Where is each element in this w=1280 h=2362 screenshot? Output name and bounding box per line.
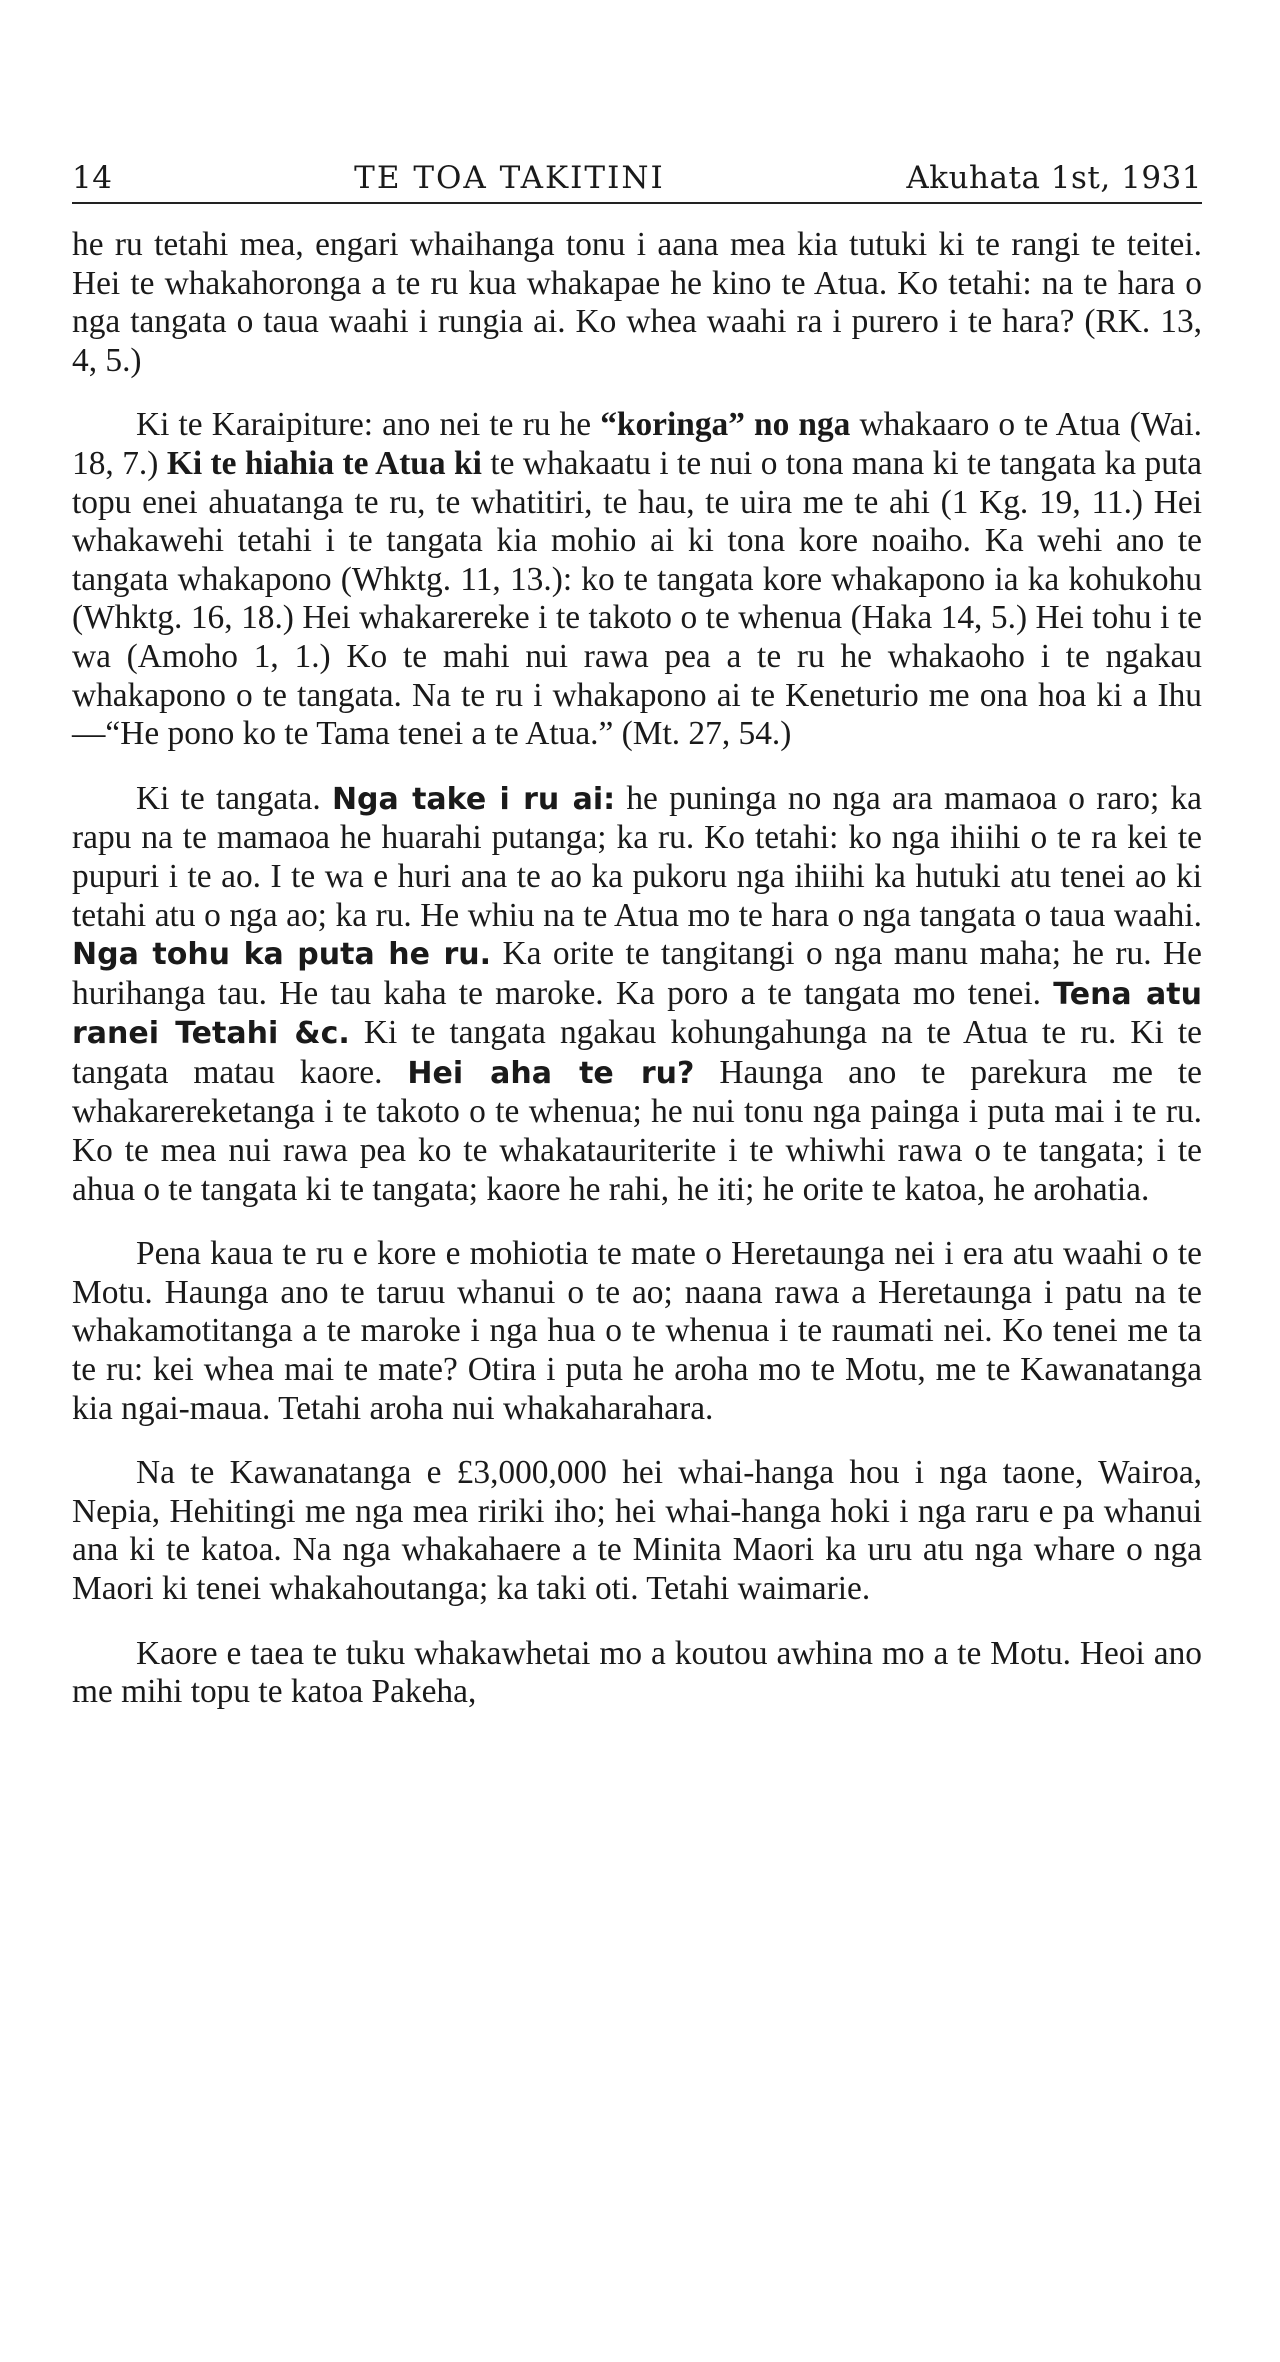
paragraph-1	[72, 226, 1202, 380]
paragraph-3	[72, 780, 1202, 1210]
paragraph-5-text: Na te Kawanatanga e £3,000,000 hei whai-hanga hou i nga taone, Wairoa, Nepia, Hehitingi me nga mea ririki iho; hei whai-hanga hoki i nga raru e pa whanui ana ki te katoa. Na nga whakahaere a te Minita Maori ka uru atu nga whare o nga Maori ki tenei whakahoutanga; ka taki oti. Tetahi waimarie.	[72, 1454, 1202, 1607]
paragraph-4-text: Pena kaua te ru e kore e mohiotia te mate o Heretaunga nei i era atu waahi o te Motu. Haunga ano te taruu whanui o te ao; naana rawa a Heretaunga i patu na te whakamotitanga a te maroke i nga hua o te whenua i te raumati nei. Ko tenei me ta te ru: kei whea mai te mate? Otira i puta he aroha mo te Motu, me te Kawanatanga kia ngai-maua. Tetahi aroha nui whakaharahara.	[72, 1235, 1202, 1427]
paragraph-4	[72, 1235, 1202, 1428]
running-head	[72, 160, 1202, 204]
paragraph-2-text-c: te whakaatu i te nui o tona mana ki te tangata ka puta topu enei ahuatanga te ru, te whatitiri, te hau, te uira me te ahi (1 Kg. 19, 11.) Hei whakawehi tetahi i te tangata kia mohio ai ki tona kore noaiho. Ka wehi ano te tangata whakapono (Whktg. 11, 13.): ko te tangata kore whakapono ia ka kohukohu (Whktg. 16, 18.) Hei whakarereke i te takoto o te whenua (Haka 14, 5.) Hei tohu i te wa (Amoho 1, 1.) Ko te mahi nui rawa pea a te ru he whakaoho i te ngakau whakapono o te tangata. Na te ru i whakapono ai te Keneturio me ona hoa ki a Ihu—“He pono ko te Tama tenei a te Atua.” (Mt. 27, 54.)	[72, 444, 1202, 753]
paragraph-3-text-e: Haunga ano te parekura me te whakarereketanga i te takoto o te whenua; he nui tonu nga painga i puta mai i te ru. Ko te mea nui rawa pea ko te whakatauriterite i te whiwhi rawa o te tangata; i te ahua o te tangata ki te tangata; kaore he rahi, he iti; he orite te katoa, he arohatia.	[72, 1053, 1202, 1208]
subheading-nga-take: Nga take i ru ai:	[331, 781, 616, 817]
subheading-hei-aha: Hei aha te ru?	[407, 1055, 695, 1091]
issue-date: Akuhata 1st, 1931	[906, 160, 1202, 196]
subheading-tena-atu: Tena atu ranei Tetahi &c.	[72, 976, 1202, 1052]
paragraph-2-text-b: whakaaro o te Atua (Wai. 18, 7.)	[72, 406, 1203, 482]
paragraph-2	[72, 406, 1202, 753]
paragraph-3-text-b: he puninga no nga ara mamaoa o raro; ka rapu na te mamaoa he huarahi putanga; ka ru. Ko tetahi: ko nga ihiihi o te ra kei te pupuri i te ao. I te wa e huri ana te ao ka pukoru nga ihiihi ka hutuki atu tenei ao ki tetahi atu o nga ao; ka ru. He whiu na te Atua mo te hara o nga tangata o taua waahi.	[72, 779, 1202, 934]
paragraph-2-bold-b: Ki te hiahia te Atua ki	[166, 444, 482, 482]
paragraph-5	[72, 1454, 1202, 1608]
article-body	[72, 226, 1202, 1712]
paragraph-3-text-d: Ki te tangata ngakau kohungahunga na te Atua te ru. Ki te tangata matau kaore.	[72, 1014, 1202, 1091]
paragraph-6-text: Kaore e taea te tuku whakawhetai mo a koutou awhina mo a te Motu. Heoi ano me mihi topu te katoa Pakeha,	[72, 1634, 1202, 1711]
publication-title: TE TOA TAKITINI	[354, 160, 665, 196]
paragraph-3-text-c: Ka orite te tangitangi o nga manu maha; he ru. He hurihanga tau. He tau kaha te maroke. Ka poro a te tangata mo tenei.	[72, 935, 1202, 1012]
subheading-nga-tohu: Nga tohu ka puta he ru.	[72, 937, 492, 973]
newspaper-page	[72, 160, 1202, 1738]
paragraph-2-text-a: Ki te Karaipiture: ano nei te ru he	[136, 406, 601, 444]
paragraph-2-bold-a: “koringa” no nga	[600, 406, 851, 444]
paragraph-6	[72, 1635, 1202, 1712]
paragraph-3-text-a: Ki te tangata.	[136, 779, 332, 817]
page-number: 14	[72, 160, 113, 196]
paragraph-1-text: he ru tetahi mea, engari whaihanga tonu i aana mea kia tutuki ki te rangi te teitei. Hei te whakahoronga a te ru kua whakapae he kino te Atua. Ko tetahi: na te hara o nga tangata o taua waahi i rungia ai. Ko whea waahi ra i purero i te hara? (RK. 13, 4, 5.)	[72, 226, 1202, 379]
